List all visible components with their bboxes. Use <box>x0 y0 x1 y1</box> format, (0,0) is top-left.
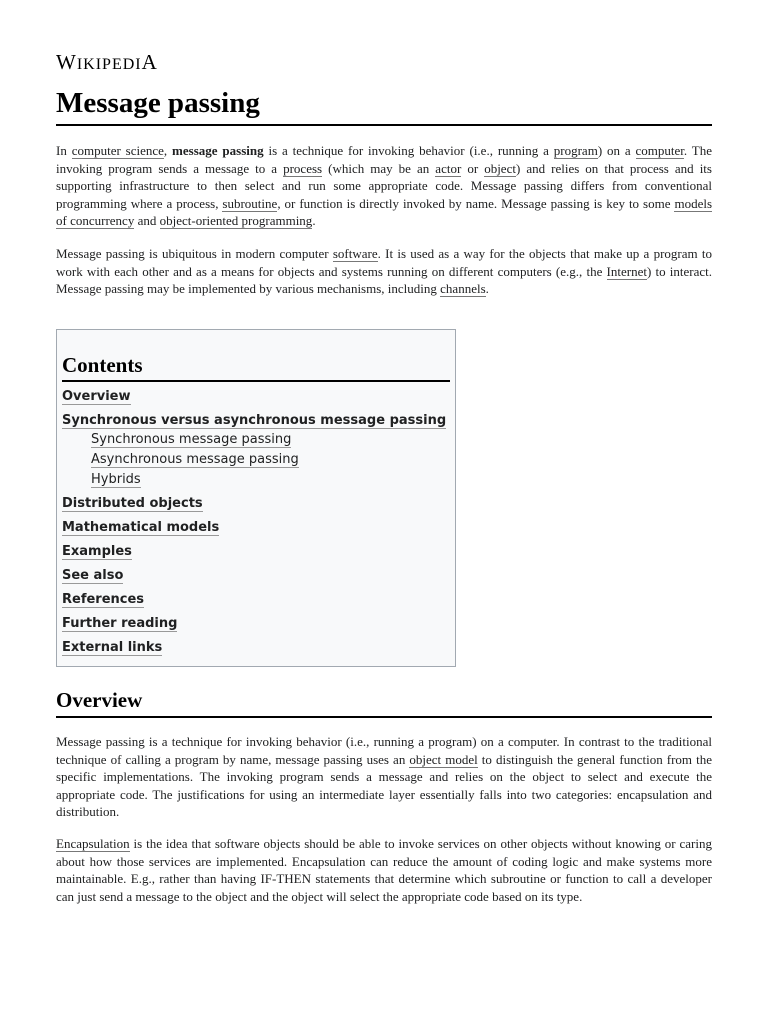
wordmark-middle: IKIPEDI <box>76 56 142 73</box>
inline-link[interactable]: software <box>332 246 378 261</box>
toc-item-distributed-objects[interactable] <box>62 495 450 512</box>
toc-item-references[interactable] <box>62 591 450 608</box>
inline-link[interactable]: Internet <box>606 263 647 279</box>
table-of-contents <box>56 329 456 667</box>
inline-link[interactable]: object-oriented programming <box>159 213 313 229</box>
intro-paragraph-2: Message passing is ubiquitous in modern computer software. It is used as a way for the objects that make up a program to work with each other and as a means for objects and systems running on different computers (e.g., the Internet) to interact. Message passing may be implemented by various mechanisms, including channels. <box>56 246 712 297</box>
toc-item-examples[interactable] <box>62 543 450 560</box>
toc-item-mathematical-models[interactable] <box>62 519 450 536</box>
overview-paragraph-1: Message passing is a technique for invoking behavior (i.e., running a program) on a computer. In contrast to the traditional technique of calling a program by name, message passing uses an object model to distinguish the general function from the specific implementations. The invoking program sends a message and relies on the object to select and execute the appropriate code. The justifications for using an intermediate layer essentially falls into two categories: encapsulation and distribution. <box>56 734 712 820</box>
intro-paragraph-1: In computer science, message passing is a technique for invoking behavior (i.e., running a program) on a computer. The invoking program sends a message to a process (which may be an actor or object) and relies on that process and its supporting infrastructure to then select and run some appropriate code. Message passing differs from conventional programming where a process, subroutine, or function is directly invoked by name. Message passing is key to some models of concurrency and object-oriented programming. <box>56 143 713 229</box>
overview-paragraph-2: Encapsulation is the idea that software objects should be able to invoke services on other objects without knowing or caring about how those services are implemented. Encapsulation can reduce the amount of coding logic and make systems more maintainable. E.g., rather than having IF-THEN statements that determine which subroutine or function to call a developer can just send a message to the object and the object will select the appropriate code based on its type. <box>56 836 712 904</box>
toc-item-synchronous[interactable] <box>91 431 450 448</box>
wordmark-initial: W <box>56 50 77 74</box>
toc-item-asynchronous[interactable] <box>91 451 450 468</box>
inline-link[interactable]: object model <box>409 751 478 767</box>
wordmark-final: A <box>141 50 158 74</box>
inline-link[interactable]: Encapsulation <box>56 836 130 851</box>
wikipedia-wordmark[interactable] <box>56 50 158 75</box>
toc-title: Contents <box>62 353 450 382</box>
bold-term: message passing <box>172 143 264 158</box>
toc-item-label: Overview <box>62 389 131 404</box>
inline-link[interactable]: object <box>484 160 516 176</box>
toc-item-further-reading[interactable] <box>62 615 450 632</box>
toc-item-hybrids[interactable] <box>91 471 450 488</box>
toc-item-overview[interactable] <box>62 388 450 405</box>
toc-item-label: Synchronous versus asynchronous message passing <box>62 413 447 428</box>
inline-link[interactable]: computer science <box>71 143 164 158</box>
toc-item-label: Synchronous message passing <box>91 432 292 447</box>
toc-item-label: Examples <box>62 544 132 559</box>
toc-item-label: References <box>62 592 145 607</box>
inline-link[interactable]: models of concurrency <box>56 195 713 229</box>
toc-item-label: Distributed objects <box>62 496 203 511</box>
toc-item-external-links[interactable] <box>62 639 450 656</box>
toc-item-label: External links <box>62 640 163 655</box>
inline-link[interactable]: subroutine <box>222 195 278 211</box>
toc-item-label: See also <box>62 568 124 583</box>
toc-item-label: Further reading <box>62 616 178 631</box>
toc-item-label: Hybrids <box>91 472 141 487</box>
toc-item-label: Mathematical models <box>62 520 220 535</box>
toc-item-sync-vs-async[interactable] <box>62 412 450 429</box>
page-title: Message passing <box>56 84 712 126</box>
inline-link[interactable]: channels <box>440 281 486 297</box>
toc-item-see-also[interactable] <box>62 567 450 584</box>
inline-link[interactable]: process <box>283 160 323 176</box>
inline-link[interactable]: actor <box>435 160 462 176</box>
section-heading-overview: Overview <box>56 686 712 718</box>
toc-item-label: Asynchronous message passing <box>91 452 299 467</box>
inline-link[interactable]: program <box>553 143 598 158</box>
inline-link[interactable]: computer <box>635 143 684 158</box>
